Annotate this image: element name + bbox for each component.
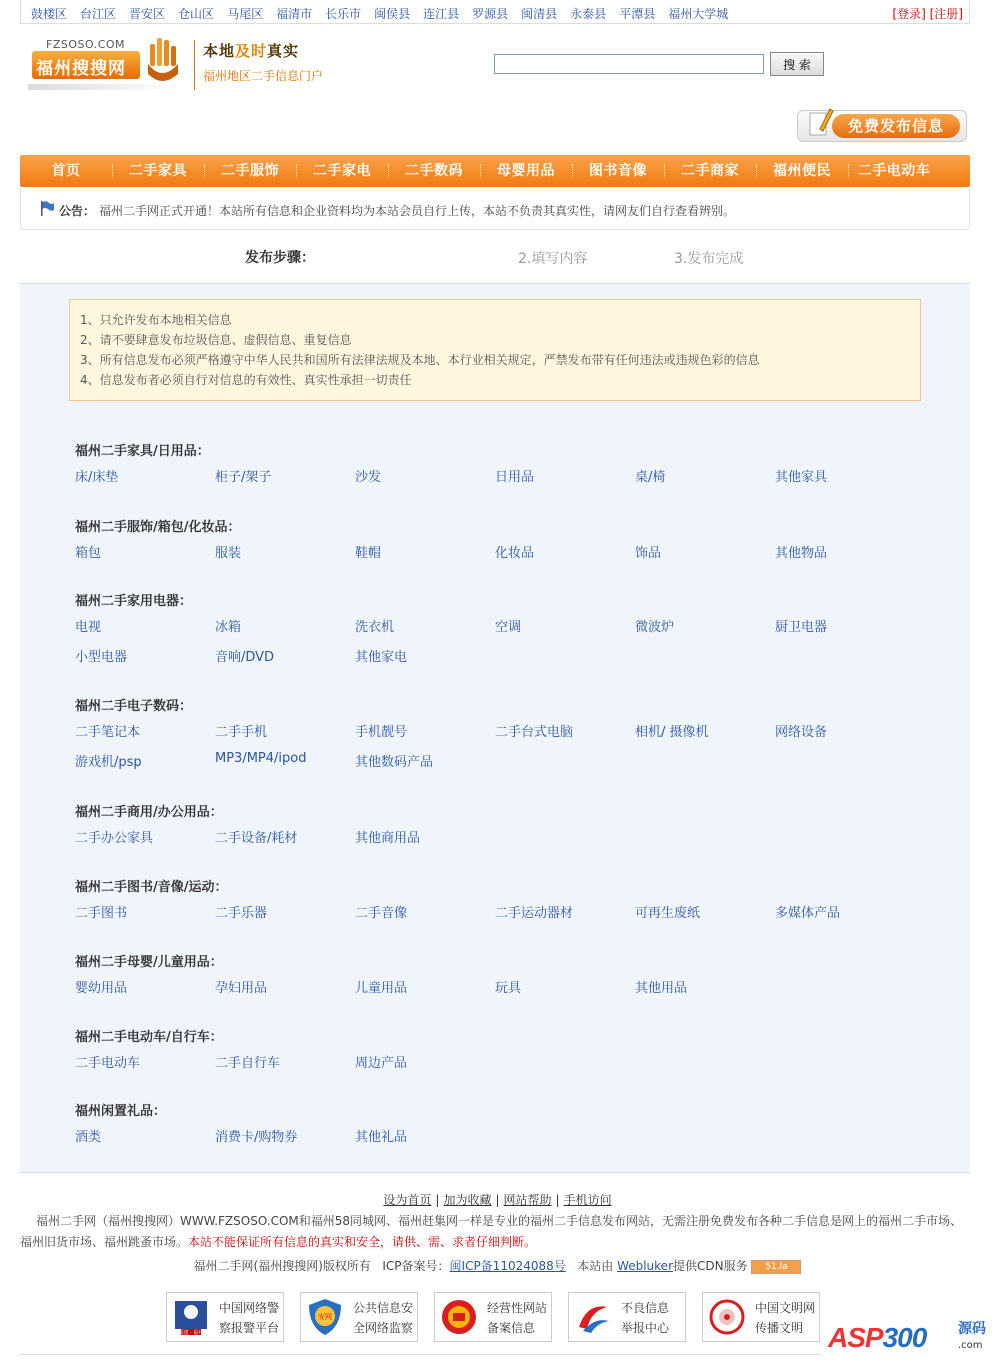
nav-item-clothing[interactable]: 二手服饰 bbox=[204, 155, 296, 187]
category-link[interactable]: 服装 bbox=[215, 546, 242, 561]
logo-shadow bbox=[28, 84, 178, 90]
district-link[interactable]: 平潭县 bbox=[619, 7, 656, 21]
slogan-part: 真实 bbox=[267, 42, 300, 60]
category-link[interactable]: 二手台式电脑 bbox=[495, 725, 574, 740]
badge-line2: 传播文明 bbox=[755, 1321, 804, 1335]
category-row bbox=[75, 971, 688, 1001]
mobile-link[interactable]: 手机访问 bbox=[563, 1193, 612, 1207]
badge-line1: 中国文明网 bbox=[755, 1301, 816, 1315]
category-link[interactable]: 二手手机 bbox=[215, 725, 268, 740]
category-link[interactable]: 手机靓号 bbox=[355, 725, 408, 740]
category-link[interactable]: 二手办公家具 bbox=[75, 831, 154, 846]
watermark-a: ASP bbox=[828, 1322, 883, 1353]
category-section bbox=[75, 801, 421, 851]
category-title: 福州二手家具/日用品： bbox=[75, 444, 210, 459]
category-section bbox=[75, 695, 828, 775]
category-link[interactable]: 儿童用品 bbox=[355, 981, 408, 996]
category-link[interactable]: 二手笔记本 bbox=[75, 725, 141, 740]
category-link[interactable]: 二手自行车 bbox=[215, 1056, 281, 1071]
certification-badges bbox=[166, 1292, 866, 1344]
district-link[interactable]: 晋安区 bbox=[129, 7, 166, 21]
district-link[interactable]: 福州大学城 bbox=[668, 7, 729, 21]
icp-label: ICP备案号： bbox=[382, 1259, 450, 1273]
nav-item-appliances[interactable]: 二手家电 bbox=[296, 155, 388, 187]
logo-english: FZSOSO.COM bbox=[46, 38, 126, 51]
category-link[interactable]: 二手乐器 bbox=[215, 906, 268, 921]
login-link[interactable]: [登录] bbox=[892, 7, 926, 21]
category-link[interactable]: 小型电器 bbox=[75, 650, 128, 665]
district-link[interactable]: 仓山区 bbox=[178, 7, 215, 21]
district-link[interactable]: 连江县 bbox=[423, 7, 460, 21]
site-logo[interactable] bbox=[24, 36, 194, 96]
category-link[interactable]: 其他数码产品 bbox=[355, 755, 434, 770]
badge-icon-caption: 福建 · 福州 bbox=[178, 1330, 204, 1336]
badge-icon-caption: 安网 bbox=[318, 1313, 332, 1321]
district-link[interactable]: 马尾区 bbox=[227, 7, 264, 21]
category-title: 福州二手服饰/箱包/化妆品： bbox=[75, 520, 241, 535]
category-link[interactable]: 日用品 bbox=[495, 470, 535, 485]
category-link[interactable]: 电视 bbox=[75, 620, 102, 635]
notice-text: 福州二手网正式开通！本站所有信息和企业资料均为本站会员自行上传，本站不负责其真实性，请网友们自行查看辨别。 bbox=[99, 204, 736, 218]
badge-line2: 备案信息 bbox=[487, 1321, 536, 1335]
category-link[interactable]: 化妆品 bbox=[495, 546, 535, 561]
category-link[interactable]: 网络设备 bbox=[775, 725, 828, 740]
register-link[interactable]: [注册] bbox=[929, 7, 963, 21]
district-link[interactable]: 长乐市 bbox=[325, 7, 362, 21]
category-row bbox=[75, 821, 421, 851]
publish-steps bbox=[20, 240, 970, 270]
district-links bbox=[31, 5, 741, 22]
rule-item: 2、请不要肆意发布垃圾信息、虚假信息、重复信息 bbox=[80, 333, 352, 347]
nav-item-digital[interactable]: 二手数码 bbox=[388, 155, 480, 187]
category-row bbox=[75, 896, 841, 926]
category-section bbox=[75, 1100, 408, 1150]
category-link[interactable]: 微波炉 bbox=[635, 620, 675, 635]
report-icon bbox=[573, 1297, 613, 1337]
category-link[interactable]: 二手设备/耗材 bbox=[215, 831, 298, 846]
category-link[interactable]: 游戏机/psp bbox=[75, 755, 142, 770]
category-row bbox=[75, 715, 828, 745]
category-link[interactable]: 二手电动车 bbox=[75, 1056, 141, 1071]
category-row bbox=[75, 610, 828, 640]
category-section bbox=[75, 440, 828, 490]
category-link[interactable]: 沙发 bbox=[355, 470, 382, 485]
district-link[interactable]: 台江区 bbox=[80, 7, 117, 21]
category-link[interactable]: 消费卡/购物券 bbox=[215, 1130, 298, 1145]
flag-icon bbox=[39, 200, 55, 216]
badge-security[interactable] bbox=[300, 1292, 418, 1342]
badge-civilization[interactable] bbox=[702, 1292, 820, 1342]
rule-item: 1、只允许发布本地相关信息 bbox=[80, 313, 232, 327]
category-section bbox=[75, 876, 841, 926]
category-section bbox=[75, 1026, 408, 1076]
category-link[interactable]: 冰箱 bbox=[215, 620, 242, 635]
category-link[interactable]: MP3/MP4/ipod bbox=[215, 751, 307, 766]
free-post-label: 免费发布信息 bbox=[832, 114, 960, 138]
category-row bbox=[75, 536, 828, 566]
category-link[interactable]: 二手音像 bbox=[355, 906, 408, 921]
category-link[interactable]: 洗衣机 bbox=[355, 620, 395, 635]
nav-item-books[interactable]: 图书音像 bbox=[572, 155, 664, 187]
category-link[interactable]: 桌/椅 bbox=[635, 470, 666, 485]
notice-label: 公告： bbox=[59, 204, 96, 218]
free-post-button[interactable] bbox=[797, 110, 967, 142]
rule-item: 4、信息发布者必须自行对信息的有效性、真实性承担一切责任 bbox=[80, 373, 412, 387]
shield-icon bbox=[305, 1297, 345, 1337]
notice-bar bbox=[20, 188, 970, 230]
category-title: 福州闲置礼品： bbox=[75, 1104, 167, 1119]
separator: | bbox=[435, 1193, 440, 1207]
badge-line1: 不良信息 bbox=[621, 1301, 670, 1315]
seal-icon bbox=[439, 1297, 479, 1337]
category-link[interactable]: 其他家电 bbox=[355, 650, 408, 665]
bottom-divider bbox=[20, 1354, 820, 1355]
category-link[interactable]: 其他用品 bbox=[635, 981, 688, 996]
add-favorite-link[interactable]: 加为收藏 bbox=[443, 1193, 492, 1207]
nav-item-ebikes[interactable]: 二手电动车 bbox=[848, 155, 940, 187]
pencil-icon bbox=[808, 105, 834, 139]
footer-description-text: 福州二手网（福州搜搜网）WWW.FZSOSO.COM和福州58同城网、福州赶集网一样是专业的福州二手信息发布网站，无需注册免费发布各种二手信息是网上的福州二手市场、福州旧货市场、福州跳蚤市场。 bbox=[20, 1214, 963, 1249]
category-link[interactable]: 柜子/架子 bbox=[215, 470, 272, 485]
badge-line2: 举报中心 bbox=[621, 1321, 670, 1335]
slogan-sub: 福州地区二手信息门户 bbox=[203, 69, 324, 83]
category-title: 福州二手家用电器： bbox=[75, 594, 193, 609]
badge-line1: 公共信息安 bbox=[353, 1301, 414, 1315]
district-link[interactable]: 闽清县 bbox=[521, 7, 558, 21]
category-link[interactable]: 多媒体产品 bbox=[775, 906, 841, 921]
category-link[interactable]: 二手图书 bbox=[75, 906, 128, 921]
category-link[interactable]: 可再生废纸 bbox=[635, 906, 701, 921]
category-section bbox=[75, 951, 688, 1001]
category-link[interactable]: 鞋帽 bbox=[355, 546, 382, 561]
category-link[interactable]: 其他礼品 bbox=[355, 1130, 408, 1145]
steps-title: 发布步骤： bbox=[245, 250, 315, 266]
category-link[interactable]: 床/床垫 bbox=[75, 470, 119, 485]
nav-item-furniture[interactable]: 二手家具 bbox=[112, 155, 204, 187]
category-section bbox=[75, 516, 828, 566]
nav-item-baby[interactable]: 母婴用品 bbox=[480, 155, 572, 187]
watermark-b: 300 bbox=[882, 1322, 927, 1353]
search-button[interactable]: 搜 索 bbox=[770, 52, 824, 76]
footer-description bbox=[20, 1211, 970, 1253]
logo-chinese: 福州搜搜网 bbox=[36, 59, 126, 79]
stats-badge[interactable]: 51.la bbox=[751, 1260, 801, 1274]
badge-report[interactable] bbox=[568, 1292, 686, 1342]
set-homepage-link[interactable]: 设为首页 bbox=[383, 1193, 432, 1207]
main-nav bbox=[20, 155, 970, 187]
category-section bbox=[75, 590, 828, 670]
watermark-logo bbox=[824, 1310, 989, 1360]
category-row bbox=[75, 640, 408, 670]
category-title: 福州二手商用/办公用品： bbox=[75, 805, 223, 820]
auth-links bbox=[892, 5, 963, 22]
slogan bbox=[194, 40, 323, 90]
slogan-part: 本地 bbox=[203, 42, 236, 60]
category-row bbox=[75, 1046, 408, 1076]
district-link[interactable]: 罗源县 bbox=[472, 7, 509, 21]
category-link[interactable]: 玩具 bbox=[495, 981, 522, 996]
footer-copyright bbox=[0, 1257, 995, 1274]
cdn-link[interactable]: Webluker bbox=[617, 1259, 674, 1273]
nav-item-home[interactable]: 首页 bbox=[51, 163, 81, 179]
category-row bbox=[75, 745, 434, 775]
category-title: 福州二手图书/音像/运动： bbox=[75, 880, 228, 895]
civilization-icon bbox=[707, 1297, 747, 1337]
category-link[interactable]: 箱包 bbox=[75, 546, 102, 561]
hand-icon bbox=[144, 36, 184, 86]
separator: | bbox=[555, 1193, 560, 1207]
district-link[interactable]: 福清市 bbox=[276, 7, 313, 21]
slogan-highlight: 及时 bbox=[235, 42, 268, 60]
badge-business[interactable] bbox=[434, 1292, 552, 1342]
badge-line1: 中国网络警 bbox=[219, 1301, 280, 1315]
help-link[interactable]: 网站帮助 bbox=[503, 1193, 552, 1207]
nav-item-merchants[interactable]: 二手商家 bbox=[664, 155, 756, 187]
district-link[interactable]: 永泰县 bbox=[570, 7, 607, 21]
category-link[interactable]: 其他商用品 bbox=[355, 831, 421, 846]
badge-line2: 全网络监察 bbox=[353, 1321, 414, 1335]
copyright-text: 福州二手网(福州搜搜网)版权所有 bbox=[193, 1259, 371, 1273]
category-link[interactable]: 音响/DVD bbox=[215, 650, 275, 665]
watermark-src: 源码 bbox=[958, 1321, 986, 1337]
category-row bbox=[75, 460, 828, 490]
district-bar bbox=[20, 0, 970, 24]
cdn-prefix: 本站由 bbox=[577, 1259, 614, 1273]
category-link[interactable]: 厨卫电器 bbox=[775, 620, 828, 635]
category-link[interactable]: 饰品 bbox=[635, 546, 662, 561]
category-title: 福州二手电动车/自行车： bbox=[75, 1030, 223, 1045]
category-title: 福州二手母婴/儿童用品： bbox=[75, 955, 223, 970]
category-panel bbox=[20, 283, 970, 1173]
footer-warning: 本站不能保证所有信息的真实和安全，请供、需、求者仔细判断。 bbox=[188, 1235, 537, 1249]
rule-item: 3、所有信息发布必须严格遵守中华人民共和国所有法律法规及本地、本行业相关规定，严禁发布带有任何违法或违规色彩的信息 bbox=[80, 353, 760, 367]
badge-police[interactable] bbox=[166, 1292, 284, 1342]
category-link[interactable]: 其他家具 bbox=[775, 470, 828, 485]
badge-line2: 察报警平台 bbox=[219, 1321, 280, 1335]
icp-link[interactable]: 闽ICP备11024088号 bbox=[449, 1259, 566, 1273]
category-link[interactable]: 孕妇用品 bbox=[215, 981, 268, 996]
category-link[interactable]: 酒类 bbox=[75, 1130, 102, 1145]
watermark-com: .com bbox=[958, 1340, 983, 1351]
badge-line1: 经营性网站 bbox=[487, 1301, 548, 1315]
category-link[interactable]: 二手运动器材 bbox=[495, 906, 574, 921]
category-link[interactable]: 空调 bbox=[495, 620, 522, 635]
district-link[interactable]: 鼓楼区 bbox=[31, 7, 68, 21]
footer-links bbox=[0, 1191, 995, 1208]
separator: | bbox=[495, 1193, 500, 1207]
category-link[interactable]: 其他物品 bbox=[775, 546, 828, 561]
step-complete: 3.发布完成 bbox=[674, 251, 744, 267]
district-link[interactable]: 闽侯县 bbox=[374, 7, 411, 21]
search-input[interactable] bbox=[494, 54, 764, 74]
category-link[interactable]: 婴幼用品 bbox=[75, 981, 128, 996]
category-title: 福州二手电子数码： bbox=[75, 699, 193, 714]
watermark-text bbox=[828, 1322, 926, 1354]
category-link[interactable]: 周边产品 bbox=[355, 1056, 408, 1071]
step-fill-content: 2.填写内容 bbox=[518, 251, 588, 267]
cdn-suffix: 提供CDN服务 bbox=[673, 1259, 748, 1273]
category-link[interactable]: 相机/ 摄像机 bbox=[635, 725, 709, 740]
category-row bbox=[75, 1120, 408, 1150]
police-icon bbox=[171, 1297, 211, 1337]
slogan-main bbox=[203, 40, 323, 61]
nav-item-services[interactable]: 福州便民 bbox=[756, 155, 848, 187]
posting-rules bbox=[69, 299, 921, 401]
